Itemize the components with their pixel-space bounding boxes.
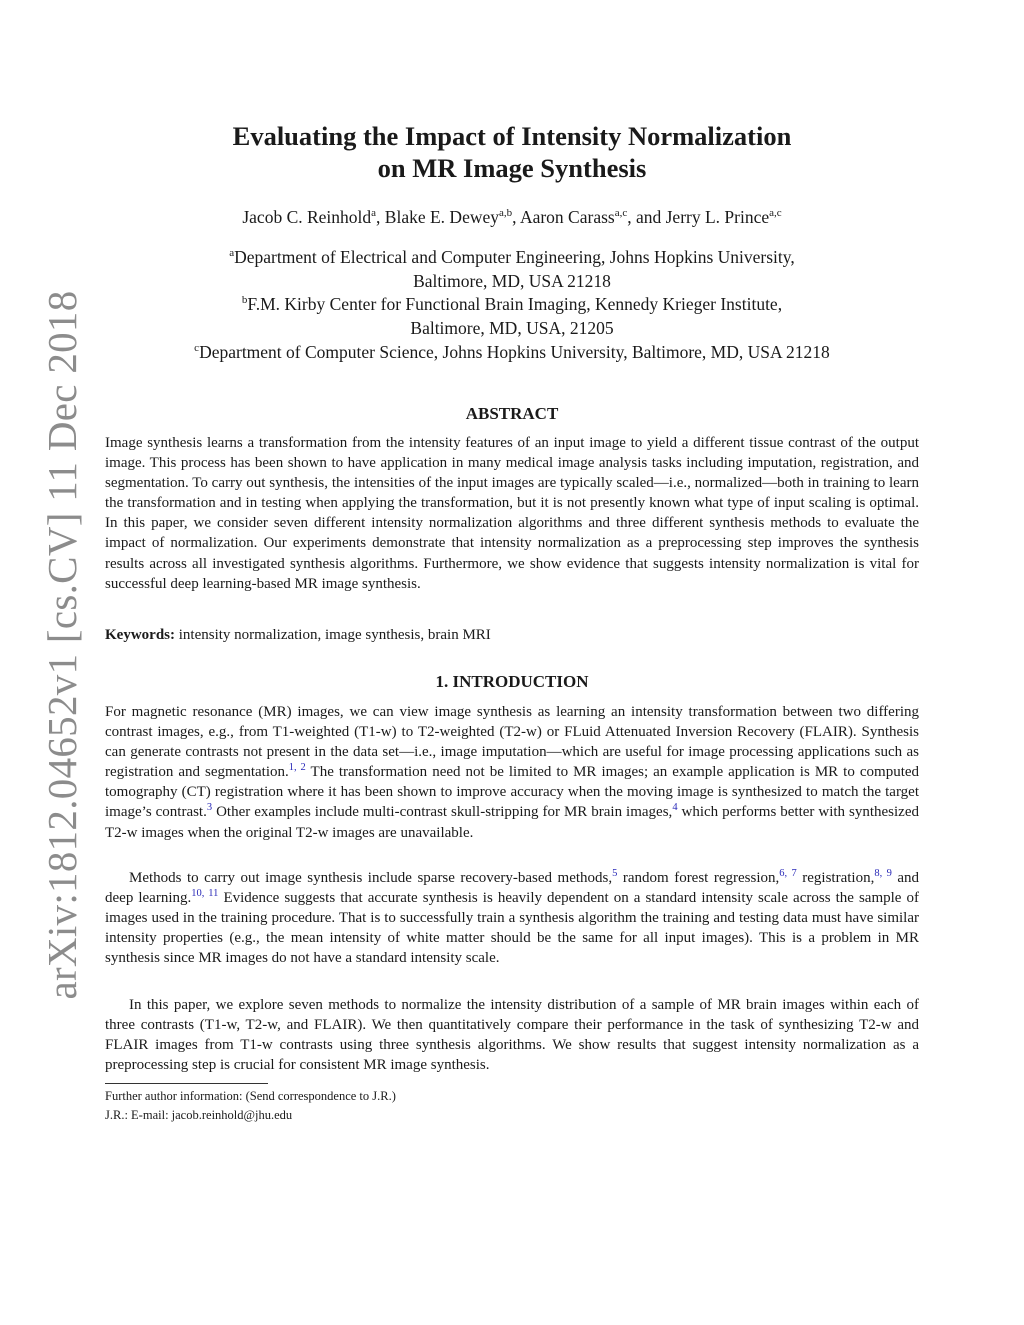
footnote-author-info: Further author information: (Send correspondence to J.R.) (105, 1089, 396, 1103)
intro-paragraph-1: For magnetic resonance (MR) images, we can view image synthesis as learning an intensity transformation between two differing contrast images, e.g., from T1-weighted (T1-w) to T2-weighted (T2-w) or FLuid Attenuated Inversion Recovery (FLAIR). Synthesis can generate contrasts not present in the data set—i.e., image imputation—which are useful for image processing applications such as registration and segmentation.$^{1, 2}$ The transformation need not be limited to MR images; an example application is MR to computed tomography (CT) registration where it has been shown to improve accuracy when the moving image is synthesized to match the target image’s contrast.$^3$ Other examples include multi-contrast skull-stripping for MR brain images,$^4$ which performs better with synthesized T2-w images when the original T2-w images are unavailable. (105, 704, 920, 841)
footnote-divider (105, 1083, 268, 1084)
keywords-text: intensity normalization, image synthesis, brain MRI (178, 627, 491, 643)
introduction-heading: 1. INTRODUCTION (435, 672, 589, 691)
affiliation-b: $^b$F.M. Kirby Center for Functional Brain Imaging, Kennedy Krieger Institute, (241, 294, 783, 315)
author-name: Jacob C. Reinhold (242, 207, 372, 227)
affiliation-a-line2: Baltimore, MD, USA 21218 (413, 270, 611, 291)
title-line-2: on MR Image Synthesis (377, 153, 647, 183)
citation-link[interactable]: 1, 2 (288, 762, 306, 774)
affiliation-a: $^a$Department of Electrical and Computer Engineering, Johns Hopkins University, (229, 247, 795, 267)
arxiv-identifier: arXiv:1812.04652v1 [cs.CV] 11 Dec 2018 (39, 290, 85, 1000)
paper-title (105, 120, 919, 184)
intro-paragraph-2: Methods to carry out image synthesis include sparse recovery-based methods,$^5$ random forest regression,$^{6, 7}$ registration,$^{8, 9}$ and deep learning.$^{10, 11}$ Evidence suggests that accurate synthesis is heavily dependent on a standard intensity scale across the sample of images used in the training procedure. That is to successfully train a synthesis algorithm the training and testing data must have similar intensity properties (e.g., the mean intensity of white matter should be the same for all input images). This is a problem in MR synthesis since MR images do not have a standard intensity scale. (105, 868, 919, 967)
author-affiliation-mark: a,c (769, 207, 782, 220)
author-list (105, 207, 919, 228)
author-name: Jerry L. Prince (665, 207, 770, 227)
author-affiliation-mark: a,c (614, 207, 628, 220)
citation-link[interactable]: 4 (672, 802, 678, 814)
keywords (105, 625, 919, 645)
author-name: Aaron Carass (519, 207, 615, 227)
affiliation-b-line2: Baltimore, MD, USA, 21205 (410, 318, 614, 339)
affiliations (105, 246, 919, 365)
author-separator: , and (627, 207, 666, 227)
intro-paragraph-3: In this paper, we explore seven methods to normalize the intensity distribution of a sample of MR brain images within each of three contrasts (T1-w, T2-w, and FLAIR). We then quantitatively compare their performance in the task of synthesizing T2-w and FLAIR images from T1-w contrasts using three synthesis algorithms. We show results that suggest intensity normalization as a preprocessing step is crucial for consistent MR image synthesis. (105, 997, 919, 1074)
author-affiliation-mark: a,b (499, 207, 513, 220)
keywords-label: Keywords: (105, 627, 175, 643)
affiliation-c: $^c$Department of Computer Science, Johns Hopkins University, Baltimore, MD, USA 21218 (194, 341, 830, 362)
author-name: Blake E. Dewey (384, 207, 499, 227)
citation-link[interactable]: 5 (612, 868, 618, 879)
abstract-text: Image synthesis learns a transformation from the intensity features of an input image to yield a different tissue contrast of the output image. This process has been shown to have application in many medical image analysis tasks including imputation, registration, and segmentation. To carry out synthesis, the intensities of the input images are typically scaled—i.e., normalized—both in training to learn the transformation and in testing when applying the transformation, but it is not presently known what type of input scaling is optimal. In this paper, we consider seven different intensity normalization algorithms and three different synthesis methods to evaluate the impact of normalization. Our experiments demonstrate that intensity normalization as a preprocessing step improves the synthesis results across all investigated synthesis algorithms. Furthermore, we show evidence that suggests intensity normalization is vital for successful deep learning-based MR image synthesis. (105, 435, 919, 592)
citation-link[interactable]: 10, 11 (191, 888, 219, 900)
author-affiliation-mark: a (371, 207, 377, 220)
footnote-email: J.R.: E-mail: jacob.reinhold@jhu.edu (105, 1108, 293, 1122)
title-line-1: Evaluating the Impact of Intensity Normalization (232, 121, 792, 151)
citation-link[interactable]: 3 (206, 802, 213, 814)
author-separator: , (512, 207, 520, 227)
abstract-heading: ABSTRACT (465, 404, 559, 423)
author-separator: , (376, 207, 385, 227)
citation-link[interactable]: 6, 7 (779, 868, 797, 879)
citation-link[interactable]: 8, 9 (874, 868, 892, 879)
